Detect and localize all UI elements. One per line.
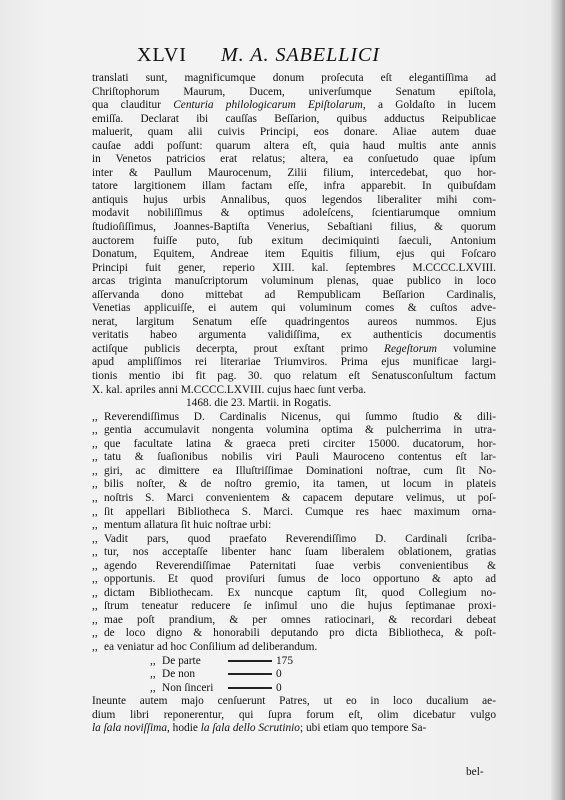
line-text: Principi fuit gener, reperio XIII. kal. ſeptembres M.CCCC.LXVIII. [92,261,496,274]
line-text: Chriſtophorum Maurum, Ducem, univerſumque Senatum epiſtola, [92,85,496,98]
line-text: mentum allatura ſit huic noſtrae urbi: [104,519,272,532]
decree-line [92,451,496,465]
body-line [92,194,496,208]
closing-line [92,722,496,736]
quote-mark: ,, [92,586,98,599]
quote-mark: ,, [92,627,98,640]
vote-row [92,668,496,682]
quote-mark: ,, [92,505,98,518]
body-line [92,262,496,276]
decree-line [92,627,496,641]
body-line [92,126,496,140]
page-edge-shadow [551,0,565,800]
vote-rule [228,673,272,675]
closing-paragraph [92,695,496,736]
italic-term: Regeſtorum [384,342,437,355]
line-text: bilis noſter, & de noſtro gremio, ita tamen, ut locum in plateis [104,478,496,491]
line-text: in Venetos patricios erat relatus; altera, ea conſuetudo quae ipſum [92,153,496,166]
vote-label: De parte [162,654,201,667]
decree-quotation [92,411,496,655]
italic-term: Centuria philologicarum Epiſtolarum [173,99,363,112]
line-text: Reverendiſſimus D. Cardinalis Nicenus, qui ſummo ſtudio & dili- [104,410,496,423]
catchword: bel- [466,766,484,778]
line-text: ſtudioſiſſimus, Joannes-Baptiſta Venerius, Sebaſtiani filius, & quorum [92,221,496,234]
line-text: tur, nos acceptaſſe libenter hanc ſuam liberalem oblationem, gratias [104,546,496,559]
body-line [92,207,496,221]
line-text: arcas triginta manuſcriptorum voluminum plenas, quae publico in loco [92,275,496,288]
line-text: ſit appellari Bibliotheca S. Marci. Cumque res haec maximum orna- [104,505,496,518]
quote-mark: ,, [92,559,98,572]
line-text: tatu & ſuaſionibus nobilis viri Pauli Mauroceno contentus eſt lar- [104,451,496,464]
quote-mark: ,, [92,532,98,545]
line-text: tionis mentio ibi fit pag. 30. quo relatum eſt Senatusconſultum factum [92,370,496,383]
line-text: mae poſt prandium, & per omnes ratiocinari, & recordari debeat [104,613,496,626]
quote-mark: ,, [92,410,98,423]
line-text: dium libri reponerentur, qui ſupra forum eſt, olim dicebatur vulgo [92,708,496,721]
decree-line [92,641,496,655]
line-text: X. kal. apriles anni M.CCCC.LXVIII. cujus haec ſunt verba. [92,383,367,396]
line-text: tatore largitionem illam factam eſſe, infra apparebit. In quibuſdam [92,180,496,193]
decree-line [92,614,496,628]
decree-line [92,506,496,520]
line-text: emiſſa. Declarat ibi cauſſas Beſſarion, quibus adductus Reipublicae [92,112,496,125]
body-line [92,140,496,154]
line-text: Ineunte autem majo cenſuerunt Patres, ut eo in loco ducalium ae- [92,695,496,708]
decree-date: 1468. die 23. Martii. in Rogatis. [186,397,332,410]
decree-line [92,546,496,560]
line-text: noſtris S. Marci convenientem & capacem deputare velimus, ut poſ- [104,491,496,504]
line-text: que facultate latina & graeca preti circiter 15000. ducatorum, hor- [104,437,496,450]
decree-line [92,478,496,492]
vote-count: 175 [276,654,294,667]
body-line [92,275,496,289]
running-head: M. A. SABELLICI [220,44,381,66]
decree-line [92,465,496,479]
line-text: auctorem fuiſſe puto, ſub exitum decimiquinti ſaeculi, Antonium [92,234,496,247]
vote-row [92,682,496,696]
decree-line [92,519,496,533]
quote-mark: ,, [92,573,98,586]
page-header [137,44,380,67]
body-line [92,248,496,262]
decree-line [92,560,496,574]
line-text: translati sunt, magnificumque donum proſecuta eſt elegantiſſima ad [92,72,496,84]
vote-tally [92,655,496,696]
body-line [92,343,496,357]
decree-line [92,492,496,506]
body-line [92,289,496,303]
quote-mark: ,, [92,478,98,491]
quote-mark: ,, [92,640,98,653]
line-text: modavit nobiliſſimus & optimus adoleſcens, ſcientiarumque omnium [92,207,496,220]
line-text: opportunis. Et quod proviſuri ſumus de loco opportuno & apto ad [104,573,496,586]
body-line [92,221,496,235]
body-line [92,86,496,100]
line-text: antiquis hujus urbis Annalibus, quos legendos liberaliter mihi com- [92,193,496,206]
line-text: Venetias applicuiſſe, ei autem qui voluminum comes & cuſtos adve- [92,302,496,315]
body-line [92,153,496,167]
line-text: giri, ac dimittere ea Illuſtriſſimae Dominationi noſtrae, cum ſit No- [104,464,496,477]
folio-number: XLVI [137,44,187,66]
quote-mark: ,, [92,491,98,504]
body-line [92,180,496,194]
closing-line [92,709,496,723]
closing-line [92,695,496,709]
vote-rule [228,660,272,662]
vote-rule [228,687,272,689]
quote-mark: ,, [92,451,98,464]
body-line [92,384,496,398]
decree-line [92,600,496,614]
line-text: ea veniatur ad hoc Conſilium ad deliberandum. [104,640,318,653]
decree-line [92,587,496,601]
text-block [92,72,496,736]
body-line [92,99,496,113]
line-text: apud ampliſſimos rei literariae Triumviros. Prima ejus munificae largi- [92,356,496,369]
body-line [92,370,496,384]
body-line [92,235,496,249]
line-text: agendo Reverendiſſimae Paternitati ſuae verbis convenientibus & [104,559,496,572]
line-text: Donatum, Equitem, Andreae item Equitis filium, ejus qui Foſcaro [92,248,496,261]
quote-mark: ,, [92,613,98,626]
line-text: gentia accumulavit nongenta volumina optima & pulcherrima in utra- [104,424,496,437]
body-line [92,72,496,86]
line-text: actiſque publicis decerpta, prout exſtant primo Regeſtorum volumine [92,342,497,355]
decree-line [92,533,496,547]
body-paragraph [92,72,496,397]
line-text: de loco digno & honorabili deputando pro dicta Bibliotheca, & poſt- [104,627,496,640]
quote-mark: ,, [150,654,156,667]
line-text: dictam Bibliothecam. Ex nuncque captum ſit, quod Collegium no- [104,586,496,599]
line-text: veritatis habeo argumenta validiſſima, ex authenticis documentis [92,329,496,342]
italic-term: la ſala dello Scrutinio [200,722,300,735]
vote-row [92,655,496,669]
body-line [92,329,496,343]
decree-line [92,424,496,438]
quote-mark: ,, [150,668,156,681]
quote-mark: ,, [92,437,98,450]
body-line [92,167,496,181]
line-text: nerat, largitum Senatum eſſe quadringentos aureos nummos. Ejus [92,315,496,328]
line-text: la ſala noviſſima, hodie la ſala dello Scrutinio; ubi etiam quo tempore Sa- [92,722,427,735]
vote-label: Non ſinceri [162,681,214,694]
line-text: aſſervanda dono mittebat ad Rempublicam Beſſarion Cardinalis, [92,288,496,301]
quote-mark: ,, [92,464,98,477]
line-text: qua clauditur Centuria philologicarum Epiſtolarum, a Goldaſto in lucem [92,99,496,112]
quote-mark: ,, [150,681,156,694]
quote-mark: ,, [92,519,98,532]
line-text: cauſae addi poſſunt: quarum altera eſt, quia haud multis ante annis [92,139,496,152]
vote-label: De non [162,668,196,681]
vote-count: 0 [276,681,282,694]
decree-line [92,438,496,452]
quote-mark: ,, [92,546,98,559]
line-text: inter & Paullum Maurocenum, Zilii filium, intercedebat, quo hor- [92,166,496,179]
line-text: Vadit pars, quod praefato Reverendiſſimo D. Cardinali ſcriba- [104,532,496,545]
line-text: maluerit, quam alii cuivis Principi, eos donare. Aliae autem duae [92,126,496,139]
body-line [92,356,496,370]
vote-count: 0 [276,668,282,681]
body-line [92,113,496,127]
decree-line [92,411,496,425]
italic-term: la ſala noviſſima [92,722,167,735]
quote-mark: ,, [92,600,98,613]
decree-line [92,573,496,587]
body-line [92,316,496,330]
line-text: ſtrum teneatur reducere ſe inſimul uno die hujus ſeptimanae proxi- [104,600,496,613]
quote-mark: ,, [92,424,98,437]
body-line [92,302,496,316]
